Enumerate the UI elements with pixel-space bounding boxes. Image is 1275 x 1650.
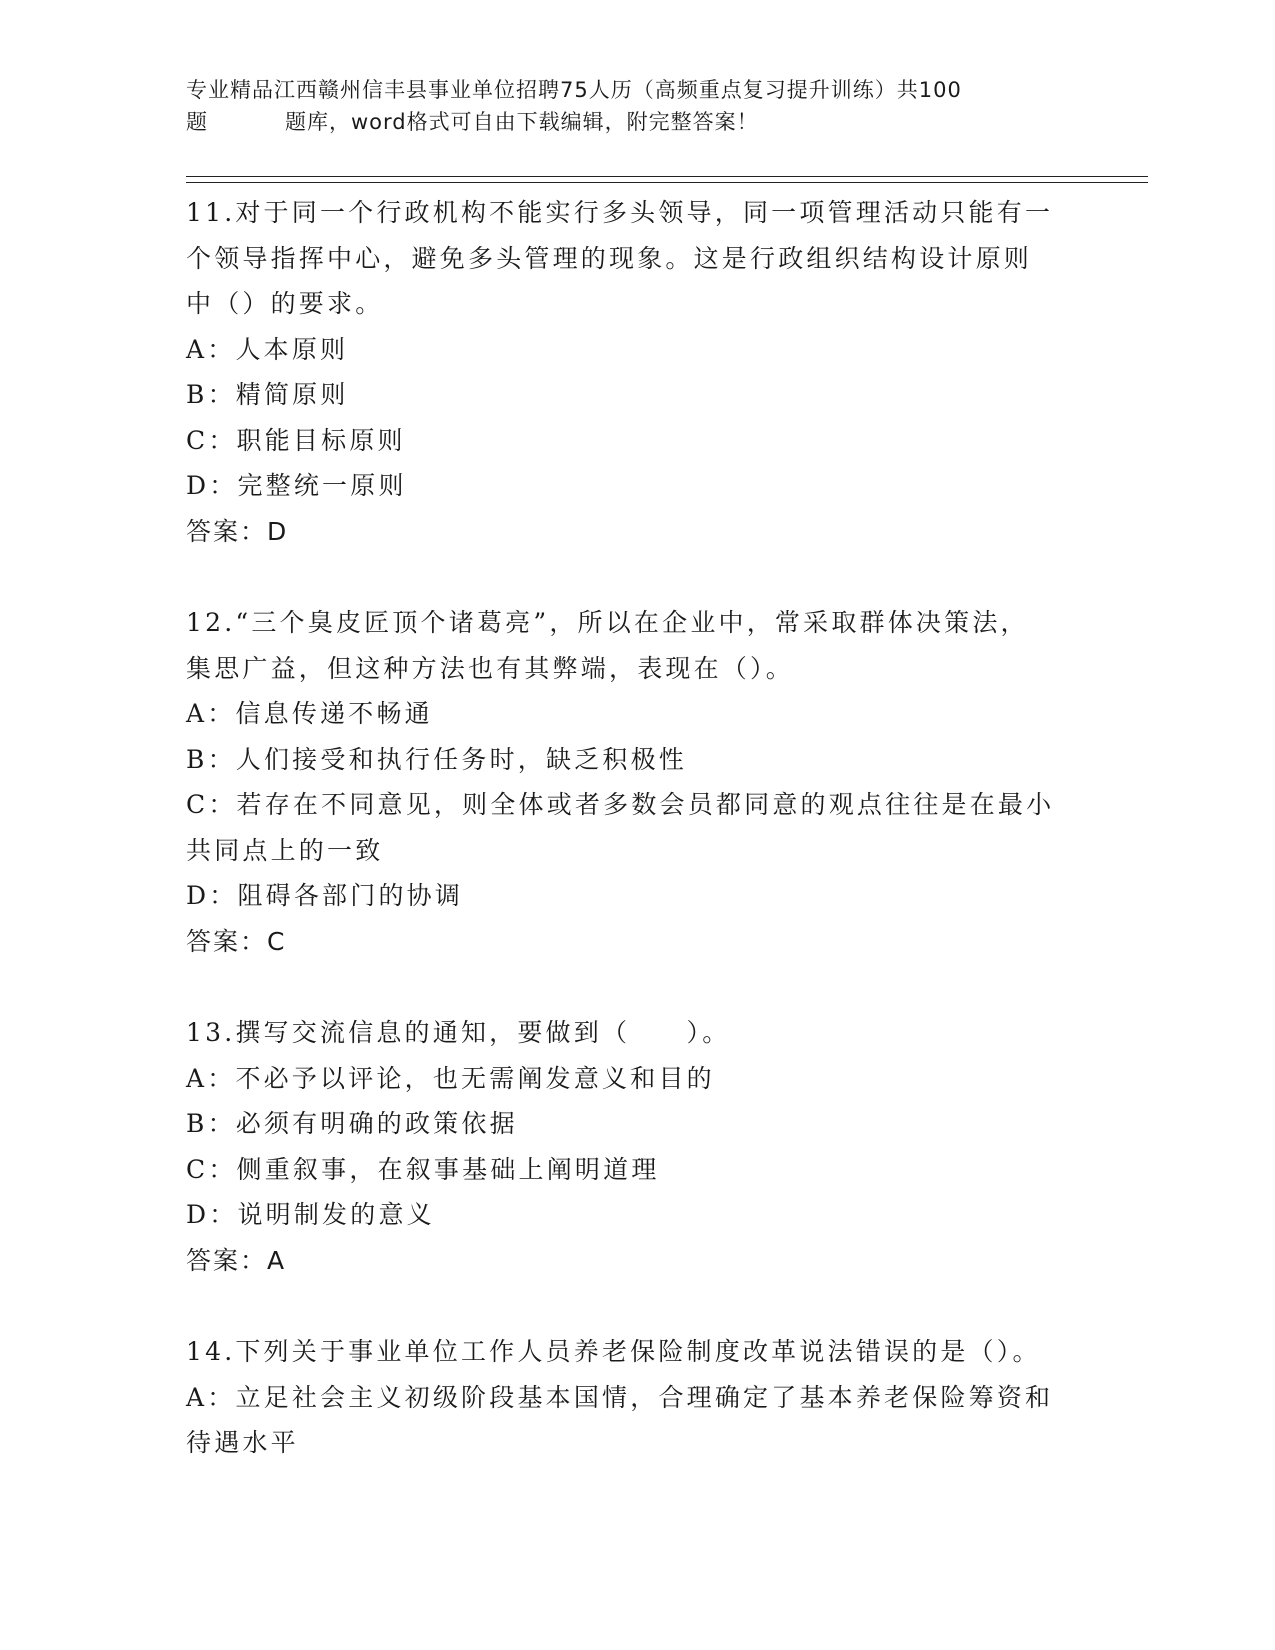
question-13-text-line-1: 13.撰写交流信息的通知，要做到（ ）。 [186, 1018, 731, 1047]
question-12-text-line-2: 集思广益，但这种方法也有其弊端，表现在（）。 [186, 653, 794, 683]
question-11-answer: 答案：D [186, 516, 289, 546]
question-13-option-d: D：说明制发的意义 [186, 1200, 435, 1229]
question-12-text-line-1: 12.“三个臭皮匠顶个诸葛亮”，所以在企业中，常采取群体决策法， [186, 608, 1029, 637]
question-list [186, 190, 1086, 1466]
header-title-line-2-rest: 题库，word格式可自由下载编辑，附完整答案！ [285, 110, 759, 134]
question-spacer [186, 554, 1086, 600]
question-14 [186, 1329, 1086, 1466]
question-12-option-a: A：信息传递不畅通 [186, 699, 433, 728]
question-12-option-b: B：人们接受和执行任务时，缺乏积极性 [186, 744, 687, 774]
question-14-text-line-1: 14.下列关于事业单位工作人员养老保险制度改革说法错误的是（）。 [186, 1337, 1041, 1366]
question-12 [186, 600, 1086, 964]
question-spacer [186, 964, 1086, 1010]
question-14-option-a-line-2: 待遇水平 [186, 1428, 299, 1457]
question-12-option-d: D：阻碍各部门的协调 [186, 881, 464, 910]
question-14-option-a-line-1: A：立足社会主义初级阶段基本国情，合理确定了基本养老保险筹资和 [186, 1382, 1054, 1412]
question-13-answer: 答案：A [186, 1245, 287, 1275]
question-11-option-d: D：完整统一原则 [186, 471, 407, 500]
question-spacer [186, 1283, 1086, 1329]
question-13-option-c: C：侧重叙事，在叙事基础上阐明道理 [186, 1154, 660, 1184]
question-12-option-c-line-2: 共同点上的一致 [186, 835, 384, 865]
question-13-option-b: B：必须有明确的政策依据 [186, 1109, 518, 1138]
header-divider-bottom [186, 182, 1148, 183]
question-13-option-a: A：不必予以评论，也无需阐发意义和目的 [186, 1063, 715, 1093]
question-11-option-a: A：人本原则 [186, 334, 349, 364]
header-title-line-2-prefix: 题 [186, 110, 208, 134]
question-11-text-line-1: 11.对于同一个行政机构不能实行多头领导，同一项管理活动只能有一 [186, 198, 1054, 227]
header-title-line-2 [186, 106, 1086, 138]
question-12-option-c-line-1: C：若存在不同意见，则全体或者多数会员都同意的观点往往是在最小 [186, 790, 1055, 819]
question-13 [186, 1010, 1086, 1283]
question-11-option-c: C：职能目标原则 [186, 425, 406, 455]
header-title-line-1: 专业精品江西赣州信丰县事业单位招聘75人历（高频重点复习提升训练）共100 [186, 78, 962, 102]
question-11-text-line-3: 中（）的要求。 [186, 289, 384, 318]
question-11 [186, 190, 1086, 554]
page-header [186, 74, 1086, 138]
question-11-option-b: B：精简原则 [186, 380, 349, 409]
question-11-text-line-2: 个领导指挥中心，避免多头管理的现象。这是行政组织结构设计原则 [186, 243, 1033, 273]
question-12-answer: 答案：C [186, 926, 287, 956]
header-divider-top [186, 176, 1148, 177]
